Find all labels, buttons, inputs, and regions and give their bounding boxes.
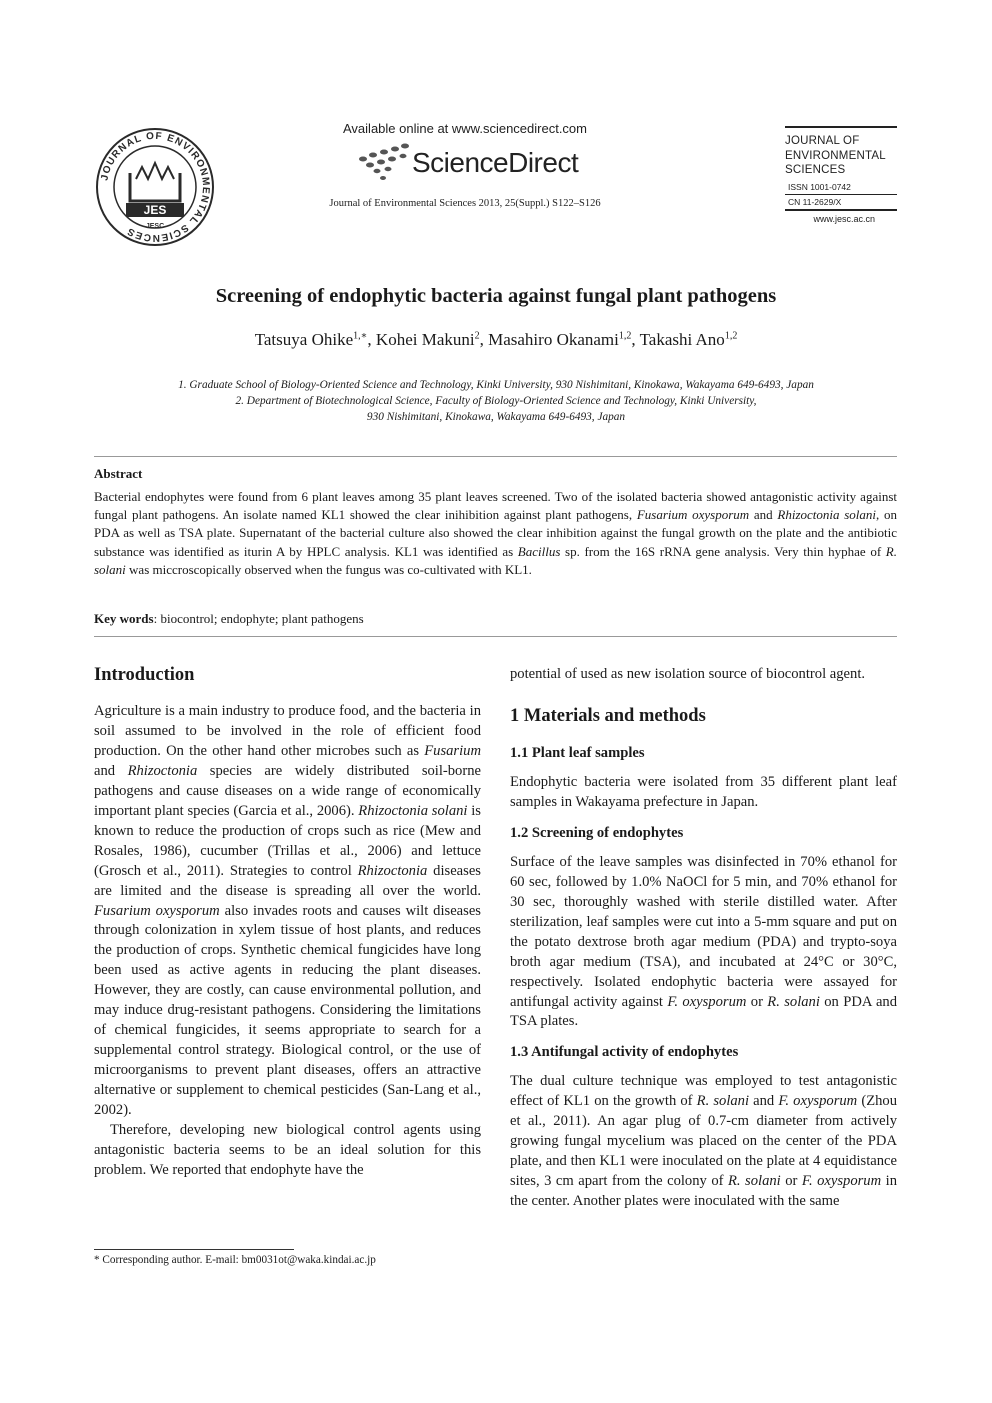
italic-term: R. solani [767, 993, 820, 1010]
author-affiliation-mark: 1,2 [724, 330, 738, 342]
divider [94, 636, 897, 637]
methods-heading: 1 Materials and methods [510, 705, 706, 726]
author-affiliation-mark: 1,2 [618, 330, 632, 342]
intro-paragraph-2-continued: potential of used as new isolation source of biocontrol agent. [510, 666, 866, 682]
footnote-rule [94, 1249, 294, 1250]
italic-term: Fusarium oxysporum [94, 902, 220, 919]
italic-term: R. solani [94, 543, 897, 577]
section-1-3-text: The dual culture technique was employed to test antagonistic effect of KL1 on the growth of R. solani and F. oxysporum (Zhou et al., 2011). An agar plug of 0.7-cm diameter from actively growing fungal mycelium was placed on the center of the PDA plate, and then KL1 were inoculated on the plate at 4 equidistance sites, 3 cm apart from the colony of R. solani or F. oxysporum in the center. Another plates were inoculated with the same [510, 1073, 898, 1210]
journal-name-line3: SCIENCES [785, 164, 846, 176]
journal-cn: CN 11-2629/X [788, 196, 842, 207]
section-1-1-text: Endophytic bacteria were isolated from 35 different plant leaf samples in Wakayama prefecture in Japan. [510, 773, 897, 810]
intro-paragraph-2: Therefore, developing new biological control agents using antagonistic bacteria seems to be an ideal solution for this problem. We reported that endophyte have the [94, 1122, 481, 1178]
logo-badge-text: JES [143, 203, 167, 217]
sciencedirect-logo [300, 138, 630, 188]
journal-name-line2: ENVIRONMENTAL [785, 149, 886, 162]
author-name: Tatsuya Ohike [254, 330, 354, 349]
section-1-2-heading: 1.2 Screening of endophytes [510, 824, 684, 841]
italic-term: Fusarium oxysporum [636, 507, 750, 523]
author-name: Takashi Ano [639, 330, 725, 349]
journal-info-box [785, 126, 897, 224]
journal-box-rule [785, 194, 897, 195]
italic-term: R. solani [696, 1093, 750, 1110]
italic-term: Fusarium [424, 742, 481, 759]
left-column [94, 662, 481, 1181]
sciencedirect-dots-icon [355, 142, 415, 184]
divider [94, 456, 897, 457]
section-1-1-heading: 1.1 Plant leaf samples [510, 744, 645, 761]
journal-name-line1: JOURNAL OF [785, 135, 860, 147]
corresponding-author-footnote: * Corresponding author. E-mail: bm0031ot@waka.kindai.ac.jp [94, 1254, 376, 1266]
journal-url[interactable]: www.jesc.ac.cn [813, 213, 875, 224]
logo-ring-text: JOURNAL OF ENVIRONMENTAL SCIENCES [99, 130, 212, 244]
italic-term: F. oxysporum [801, 1173, 882, 1190]
keywords-list: : biocontrol; endophyte; plant pathogens [153, 611, 364, 626]
right-column [510, 665, 897, 1212]
journal-name [785, 134, 897, 178]
author-affiliation-mark: 1,∗ [353, 330, 368, 342]
affiliation-line: 930 Nishimitani, Kinokawa, Wakayama 649-6493, Japan [366, 411, 626, 423]
italic-term: Rhizoctonia solani [777, 507, 877, 523]
sciencedirect-wordmark: ScienceDirect [412, 147, 579, 178]
affiliation-line: 2. Department of Biotechnological Science, Faculty of Biology-Oriented Science and Technology, Kinki University, [235, 395, 757, 407]
italic-term: Bacillus [517, 543, 561, 559]
author-affiliation-mark: 2 [474, 330, 480, 342]
header-center [300, 121, 630, 209]
available-online[interactable]: Available online at www.sciencedirect.com [343, 121, 587, 136]
italic-term: F. oxysporum [667, 993, 747, 1010]
abstract-heading: Abstract [94, 466, 143, 481]
journal-issn: ISSN 1001-0742 [788, 181, 851, 192]
section-1-2-text: Surface of the leave samples was disinfected in 70% ethanol for 60 sec, followed by 1.0% NaOCl for 5 min, and 70% ethanol for 30 sec, thoroughly washed with sterile distilled water. After sterilization, leaf samples were cut into a 5-mm square and put on the potato dextrose broth agar medium (PDA) and trypto-soya broth agar medium (TSA), and incubated at 24°C or 30°C, respectively. Isolated endophytic bacteria were assayed for antifungal activity against F. oxysporum or R. solani on PDA and TSA plates. [510, 853, 898, 1030]
italic-term: Rhizoctonia [357, 862, 428, 879]
author-name: Kohei Makuni [375, 330, 475, 349]
paper-title: Screening of endophytic bacteria against fungal plant pathogens [215, 285, 777, 307]
italic-term: Rhizoctonia solani [358, 802, 468, 819]
author-list: Tatsuya Ohike$^{1,∗}$, Kohei Makuni$^2$, Masahiro Okanami$^{1,2}$, Takashi Ano$^{1,2}$ [254, 330, 738, 349]
introduction-heading: Introduction [94, 665, 195, 685]
journal-logo [92, 127, 218, 247]
author-name: Masahiro Okanami [488, 330, 619, 349]
abstract-text: Bacterial endophytes were found from 6 plant leaves among 35 plant leaves screened. Two of the isolated bacteria showed antagonistic activity against fungal plant pathogens. An isolate named KL1 showed the clear inihibition against plant pathogens, Fusarium oxysporum and Rhizoctonia solani, on PDA as well as TSA plate. Supernatant of the bacterial culture also showed the clear inhibition against the fungal growth on the plate and the antibiotic substance was identified as iturin A by HPLC analysis. KL1 was identified as Bacillus sp. from the 16S rRNA gene analysis. Very thin hyphae of R. solani was miccroscopically observed when the fungus was co-cultivated with KL1. [94, 489, 897, 577]
keywords-label: Key words [94, 611, 154, 626]
affiliations [0, 377, 992, 425]
journal-citation: Journal of Environmental Sciences 2013, 25(Suppl.) S122–S126 [329, 198, 601, 209]
section-1-3-heading: 1.3 Antifungal activity of endophytes [510, 1044, 739, 1061]
italic-term: F. oxysporum [778, 1093, 858, 1110]
journal-box-rule [785, 126, 897, 128]
journal-box-rule [785, 209, 897, 211]
italic-term: Rhizoctonia [127, 762, 198, 779]
italic-term: R. solani [727, 1173, 781, 1190]
affiliation-line: 1. Graduate School of Biology-Oriented Science and Technology, Kinki University, 930 Nishimitani, Kinokawa, Wakayama 649-6493, Japan [178, 379, 814, 391]
keywords [94, 611, 364, 627]
intro-paragraph-1: Agriculture is a main industry to produce food, and the bacteria in soil assumed to be involved in the role of efficient food production. On the other hand other microbes such as Fusarium and Rhizoctonia species are widely distributed soil-borne pathogens and cause diseases on a wide range of economically important plant species (Garcia et al., 2006). Rhizoctonia solani is known to reduce the production of crops such as rice (Mew and Rosales, 1986), cucumber (Trillas et al., 2006) and lettuce (Grosch et al., 2011). Strategies to control Rhizoctonia diseases are limited and the disease is spreading all over the world. Fusarium oxysporum also invades roots and causes wilt diseases through colonization in xylem tissue of host plants, and reduces the production of crops. Synthetic chemical fungicides have long been used as active agents in reducing the plant diseases. However, they are costly, can cause environmental pollution, and may induce drug-resistant pathogens. Considering the limitations of chemical fungicides, it seems appropriate to search for a supplemental control strategy. Biological control, or the use of microorganisms to prevent plant diseases, offers an attractive alternative or supplement to chemical pesticides (San-Lang et al., 2002). [94, 703, 481, 1119]
logo-bottom-text: JESC [145, 223, 165, 230]
